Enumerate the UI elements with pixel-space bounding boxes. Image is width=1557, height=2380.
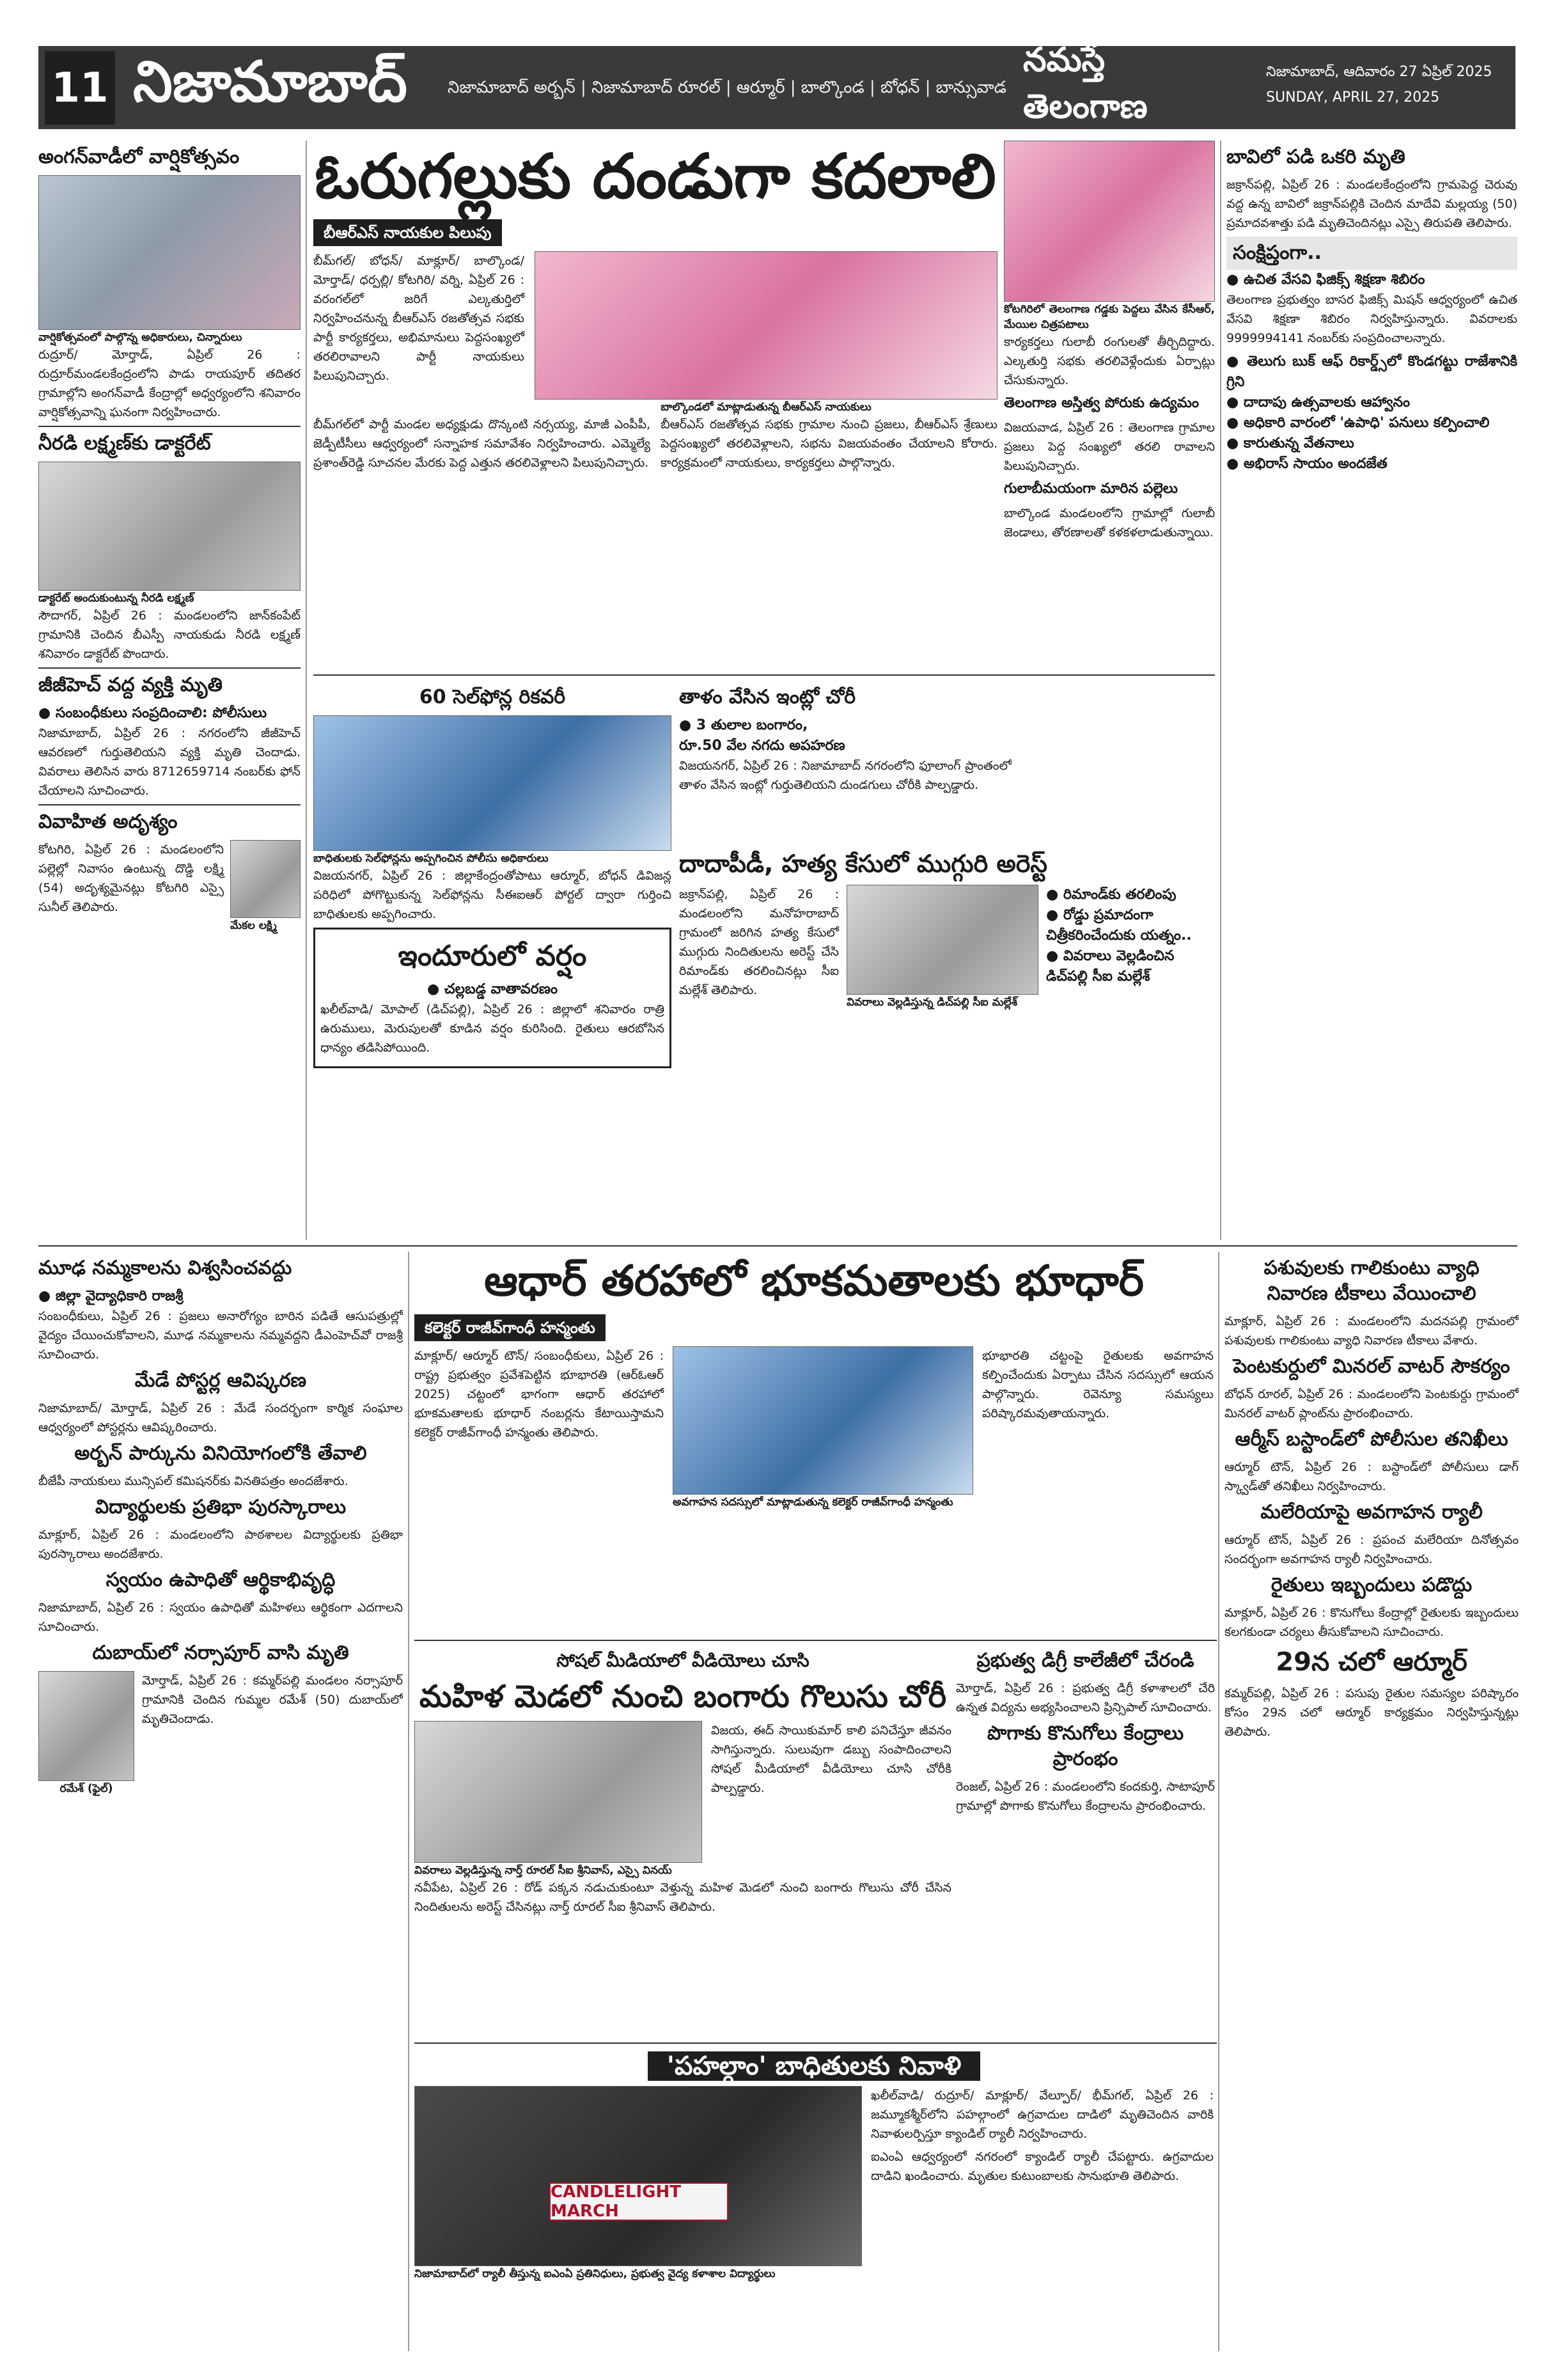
left-column — [38, 141, 301, 1240]
bullet-murder-4-text: వివరాలు వెల్లడించిన — [1063, 948, 1175, 964]
headline-telangana: తెలంగాణ అస్తిత్వ పోరుకు ఉద్యమం — [1004, 395, 1199, 411]
chain-kicker: సోషల్ మీడియాలో వీడియోలు చూసి — [556, 1650, 810, 1671]
headline-murder: దాదాపీడీ, హత్య కేసులో ముగ్గురి అరెస్ట్ — [679, 850, 1047, 878]
bullet-theft-2-text: రూ.50 వేల నగదు అపహరణ — [679, 738, 845, 754]
headline-theft: తాళం వేసిన ఇంట్లో చోరీ — [679, 686, 856, 708]
lead-body — [313, 251, 998, 415]
theft-story — [679, 681, 1012, 841]
bullet-rain: ● చల్లబడ్డ వాతావరణం — [426, 981, 558, 997]
article-mayday: నిజామాబాద్/ మోర్తాడ్, ఏప్రిల్ 26 : మేడే సందర్భంగా కార్మిక సంఘాల ఆధ్వర్యంలో పోస్టర్లను ఆవిష్కరించారు. — [38, 1401, 403, 1435]
pahalgam-paragraph-1: ఖలీల్‌వాడి/ రుద్రూర్/ మాక్లూర్/ వేల్పూర్/ భీమ్‌గల్, ఏప్రిల్ 26 : జమ్మూకశ్మీర్‌లోని పహల్గాంలో ఉగ్రవాదుల దాడిలో మృతిచెందిన వారికి నివాళులర్పిస్తూ క్యాండిల్ ర్యాలీ నిర్వహించారు. — [871, 2088, 1214, 2141]
bhudhar-paragraph-2: భూభారతి చట్టంపై రైతులకు అవగాహన కల్పించేందుకు ఏర్పాటు చేసిన సదస్సులో ఆయన పాల్గొన్నారు. రెవెన్యూ సమస్యలు పరిష్కారమవుతాయన్నారు. — [982, 1349, 1214, 1420]
divider — [38, 667, 301, 669]
chain-story — [414, 1644, 951, 2037]
column-divider — [306, 141, 307, 1240]
dateline — [1266, 64, 1509, 121]
caption-police-briefing: వివరాలు వెల్లడిస్తున్న నార్త్ రూరల్ సీఐ శ్రీనివాస్, ఎస్సై వినయ్ — [414, 1864, 672, 1877]
missing-block — [38, 840, 301, 933]
bhudhar-paragraph-1: మాక్లూర్/ ఆర్మూర్ టౌన్/ సంబంధీకులు, ఏప్రిల్ 26 : రాష్ట్ర ప్రభుత్వం ప్రవేశపెట్టిన భూభారతి (ఆర్‌ఓఆర్ 2025) చట్టంలో భాగంగా ఆధార్ తరహాలో భూకమతాలకు భూధార్ నంబర్లను కేటాయిస్తామని కలెక్టర్ రాజీవ్‌గాంధీ హన్మంతు తెలిపారు. — [414, 1349, 664, 1440]
lead-paragraph-2: బీమ్‌గల్‌లో పార్టీ మండల అధ్యక్షుడు దొన్కంటి నర్సయ్య, మాజీ ఎంపీపీ, జెడ్పీటీసీలు ఆధ్వర్యంలో సన్నాహక సమావేశం నిర్వహించారు. ఎమ్మెల్యే ప్రశాంత్‌రెడ్డి సూచనల మేరకు పెద్ద ఎత్తున తరలివెళ్లాలని పిలుపునిచ్చారు. — [313, 417, 650, 470]
caption-cellphones: బాధితులకు సెల్‌ఫోన్లను అప్పగించిన పోలీసు అధికారులు — [313, 852, 549, 865]
bhudhar-photo-wrap — [673, 1346, 973, 1510]
chain-paragraph-2: నవీపేట, ఏప్రిల్ 26 : రోడ్ పక్కన నడుచుకుంటూ వెళ్తున్న మహిళ మెడలో నుంచి బంగారు గొలుసు చోరీ చేసిన నిందితులను అరెస్ట్ చేసినట్లు నార్త్ రూరల్ సీఐ శ్రీనివాస్ తెలిపారు. — [414, 1881, 951, 1914]
caption-ramesh: రమేశ్ (ఫైల్) — [59, 1782, 113, 1795]
brief-3-text: దాదాపు ఉత్సవాలకు ఆహ్వానం — [1243, 394, 1411, 410]
bullet-murder-5-text: డిచ్‌పల్లి సీఐ మల్లేశ్ — [1046, 968, 1150, 984]
lower-right-column — [1224, 1252, 1519, 2351]
murder-bullets — [1046, 885, 1216, 1010]
lead-kicker: బీఆర్ఎస్ నాయకుల పిలుపు — [313, 219, 502, 246]
bullet-murder-1: ● రిమాండ్‌కు తరలింపు — [1046, 887, 1177, 903]
headline-merit-awards: విద్యార్థులకు ప్రతిభా పురస్కారాలు — [95, 1496, 347, 1518]
bhudhar-headline: ఆధార్ తరహాలో భూకమతాలకు భూధార్ — [484, 1256, 1144, 1305]
article-dubai: మోర్తాడ్, ఏప్రిల్ 26 : కమ్మర్‌పల్లి మండలం నర్సాపూర్ గ్రామానికి చెందిన గుమ్మల రమేశ్ (50) దుబాయ్‌లో మృతిచెందాడు. — [142, 1674, 403, 1726]
chain-photo-wrap — [414, 1721, 702, 1878]
headline-doctorate: నీరడి లక్ష్మణ్‌కు డాక్టరేట్ — [38, 432, 211, 455]
murder-story — [679, 844, 1216, 1237]
caption-brs-meeting: బాల్కొండలో మాట్లాడుతున్న బీఆర్ఎస్ నాయకులు — [661, 401, 872, 414]
caption-missing: మేకల లక్ష్మి — [230, 919, 277, 932]
edition-title: నిజామాబాద్ — [133, 48, 407, 114]
murder-photo-wrap — [847, 885, 1038, 1010]
headline-pink-villages: గులాబీమయంగా మారిన పల్లెలు — [1004, 481, 1178, 497]
headline-anganwadi: అంగన్‌వాడీలో వార్షికోత్సవం — [38, 146, 240, 168]
brief-6-title: ● అభిరాస్ సాయం అందజేత — [1226, 456, 1388, 472]
bullet-murder-2-text: రోడ్డు ప్రమాదంగా — [1063, 907, 1154, 923]
headline-farmers: రైతులు ఇబ్బందులు పడొద్దు — [1271, 1574, 1473, 1596]
edition-subregions: నిజామాబాద్ అర్బన్ | నిజామాబాద్ రూరల్ | ఆర్మూర్ | బాల్కొండ | బోధన్ | బాన్సువాడ — [448, 78, 1006, 97]
brief-2-text: తెలుగు బుక్ ఆఫ్ రికార్డ్స్‌లో కొండగట్టు రాజేశానికి గ్రిని — [1226, 354, 1517, 390]
bullet-murder-1-text: రిమాండ్‌కు తరలింపు — [1063, 887, 1177, 903]
lead-paragraph-1: బీమ్‌గల్/ బోధన్/ మాక్లూర్/ బాల్కొండ/ మోర్తాడ్/ ధర్పల్లి/ కోటగిరి/ వర్ని, ఏప్రిల్ 26 : వరంగల్‌లో జరిగే ఎల్కతుర్తిలో నిర్వహించనున్న బీఆర్ఎస్ రజతోత్సవ సభకు పార్టీ కార్యకర్తలు, అభిమానులు పెద్దసంఖ్యలో తరలిరావాలని పార్టీ నాయకులు పిలుపునిచ్చారు. — [313, 254, 524, 383]
photo-kcr-cube — [1004, 141, 1215, 302]
lower-left-column — [38, 1252, 403, 2351]
chain-paragraph-1: విజయ, ఈద్ సాయికుమార్ కాలి పనిచేస్తూ జీవనం సాగిస్తున్నారు. సులువుగా డబ్బు సంపాదించాలని సోషల్ మీడియాలో వీడియోలు చూసి చోరీకి పాల్పడ్డారు. — [711, 1723, 951, 1795]
caption-kcr: కోటగిరిలో తెలంగాణ గడ్డకు పెద్దలు వేసిన కేసీఆర్, మేయిల చిత్రపటాలు — [1004, 303, 1215, 331]
photo-cellphones — [313, 715, 671, 851]
headline-superstition: మూఢ నమ్మకాలను విశ్వసించవద్దు — [38, 1257, 292, 1279]
section-divider — [414, 2042, 1217, 2044]
article-chalo-armoor: కమ్మర్‌పల్లి, ఏప్రిల్ 26 : పసుపు రైతుల సమస్యల పరిష్కారం కోసం 29న చలో ఆర్మూర్ కార్యక్రమం నిర్వహిస్తున్నట్లు తెలిపారు. — [1224, 1686, 1519, 1739]
pahalgam-header-wrap — [414, 2049, 1214, 2086]
article-theft: విజయనగర్, ఏప్రిల్ 26 : నిజామాబాద్ నగరంలోని ఫూలాంగ్ ప్రాంతంలో తాళం వేసిన ఇంట్లో గుర్తుతెలియని దుండగులు చోరీకి పాల్పడ్డారు. — [679, 759, 1012, 792]
photo-ramesh — [38, 1671, 134, 1781]
photo-doctorate — [38, 462, 301, 591]
page-number: 11 — [45, 51, 115, 125]
headline-cattle-2: నివారణ టీకాలు వేయించాలి — [1267, 1282, 1476, 1305]
article-well-death: జక్రాన్‌పల్లి, ఏప్రిల్ 26 : మండలకేంద్రంలోని గ్రామపెద్ద చెరువు వద్ద ఉన్న బావిలో జక్రాన్‌పల్లికి చెందిన మాదేవి మల్లయ్య (50) ప్రమాదవశాత్తు పడి మృతిచెందినట్లు ఎస్సై తిరుపతి తెలిపారు. — [1226, 178, 1517, 230]
dubai-photo-wrap — [38, 1671, 134, 1796]
article-superstition: సంబంధీకులు, ఏప్రిల్ 26 : ప్రజలు అనారోగ్యం బారిన పడితే ఆసుపత్రుల్లో వైద్యం చేయించుకోవాలని, మూఢ నమ్మకాలను నమ్మవద్దని డీఎంహెచ్‌వో రాజశ్రీ సూచించారు. — [38, 1309, 403, 1362]
headline-ggh-death: జీజీహెచ్ వద్ద వ్యక్తి మృతి — [38, 674, 223, 696]
photo-police-briefing — [414, 1721, 702, 1863]
caption-doctorate: డాక్టరేట్ అందుకుంటున్న నీరడి లక్ష్మణ్ — [38, 592, 194, 605]
bullet-murder-3-text: చిత్రీకరించేందుకు యత్నం.. — [1046, 928, 1192, 944]
headline-dubai-death: దుబాయ్‌లో నర్సాపూర్ వాసి మృతి — [92, 1642, 349, 1664]
article-malaria: ఆర్మూర్ టౌన్, ఏప్రిల్ 26 : ప్రపంచ మలేరియా దినోత్సవం సందర్భంగా అవగాహన ర్యాలీ నిర్వహించారు. — [1224, 1533, 1519, 1566]
caption-murder: వివరాలు వెల్లడిస్తున్న డిచ్‌పల్లి సీఐ మల్లేశ్ — [847, 996, 1017, 1009]
headline-urban-park: అర్బన్ పార్కును వినియోగంలోకి తేవాలి — [74, 1442, 367, 1465]
article-merit-awards: మాక్లూర్, ఏప్రిల్ 26 : మండలంలోని పాఠశాలల విద్యార్థులకు ప్రతిభా పురస్కారాలు అందజేశారు. — [38, 1528, 403, 1561]
pahalgam-text — [871, 2086, 1214, 2282]
date-english: SUNDAY, APRIL 27, 2025 — [1266, 89, 1440, 105]
article-farmers: మాక్లూర్, ఏప్రిల్ 26 : కొనుగోలు కేంద్రాల్లో రైతులకు ఇబ్బందులు కలగకుండా చర్యలు తీసుకోవాలని సూచించారు. — [1224, 1606, 1519, 1639]
chain-body — [414, 1721, 951, 1878]
pahalgam-paragraph-2: ఐఎంఏ ఆధ్వర్యంలో నగరంలో క్యాండిల్ ర్యాలీ చేపట్టారు. ఉగ్రవాదుల దాడిని ఖండించారు. మృతుల కుటుంబాలకు సానుభూతి తెలిపారు. — [871, 2150, 1214, 2183]
article-kcr: కార్యకర్తలు గులాబీ రంగులతో తీర్చిదిద్దారు. ఎల్కతుర్తి సభకు తరలివెళ్లేందుకు ఏర్పాట్లు చేసుకున్నారు. — [1004, 335, 1215, 387]
article-self-employment: నిజామాబాద్, ఏప్రిల్ 26 : స్వయం ఉపాధితో మహిళలు ఆర్థికంగా ఎదగాలని సూచించారు. — [38, 1601, 403, 1634]
pahalgam-body — [414, 2086, 1214, 2282]
caption-collector: అవగాహన సదస్సులో మాట్లాడుతున్న కలెక్టర్ రాజీవ్‌గాంధీ హన్మంతు — [673, 1496, 953, 1509]
section-divider — [414, 1640, 1217, 1641]
article-missing: కోటగిరి, ఏప్రిల్ 26 : మండలంలోని పల్లెల్లో నివాసం ఉంటున్న దొడ్డి లక్ష్మి (54) అదృశ్యమైనట్లు కోటగిరి ఎస్సై సునీల్ తెలిపారు. — [38, 843, 224, 914]
photo-collector — [673, 1346, 973, 1495]
headline-tobacco-2: ప్రారంభం — [1052, 1748, 1118, 1770]
article-ggh: నిజామాబాద్, ఏప్రిల్ 26 : నగరంలోని జీజీహెచ్ ఆవరణలో గుర్తుతెలియని వ్యక్తి మృతి చెందాడు. వివరాలు తెలిసిన వారు 8712659714 నంబర్‌కు ఫోన్ చేయాలని సూచించారు. — [38, 726, 301, 798]
headline-mineral-water: పెంటకుర్దులో మినరల్ వాటర్ సౌకర్యం — [1233, 1355, 1510, 1378]
article-bus-check: ఆర్మూర్ టౌన్, ఏప్రిల్ 26 : బస్టాండ్‌లో పోలీసులు డాగ్ స్క్వాడ్‌తో తనిఖీలు నిర్వహించారు. — [1224, 1460, 1519, 1493]
column-divider — [1218, 1252, 1219, 2351]
article-anganwadi: రుద్రూర్/ మోర్తాడ్, ఏప్రిల్ 26 : రుద్రూర్‌మండలకేంద్రంలోని పాడు రాయపూర్ తదితర గ్రామాల్లోని అంగన్‌వాడీ కేంద్రాల్లో అధ్వర్యంలోని శనివారం వార్షికోత్సవాన్ని ఘనంగా నిర్వహించారు. — [38, 348, 301, 419]
brief-4-text: అధికారి వారంలో 'ఉపాధి' పనులు కల్పించాలి — [1243, 415, 1490, 431]
headline-briefs: సంక్షిప్తంగా.. — [1233, 242, 1322, 264]
bhudhar-kicker: కలెక్టర్ రాజీవ్‌గాంధీ హన్మంతు — [414, 1314, 606, 1341]
bullet-superstition: ● జిల్లా వైద్యాధికారి రాజశ్రీ — [38, 1288, 184, 1304]
bhudhar-body — [414, 1346, 1214, 1510]
headline-cattle: పశువులకు గాలికుంటు వ్యాధి — [1264, 1257, 1480, 1279]
bullet-ggh-text: సంబంధీకులు సంప్రదించాలి: పోలీసులు — [55, 705, 267, 721]
lead-photo-wrap — [535, 251, 998, 415]
candlelight-march-banner: CANDLELIGHT MARCH — [549, 2182, 728, 2221]
bullet-murder-4: ● వివరాలు వెల్లడించిన — [1046, 948, 1175, 964]
bullet-murder-5 — [1046, 967, 1216, 987]
caption-anganwadi: వార్షికోత్సవంలో పాల్గొన్న అధికారులు, చిన్నారులు — [38, 331, 242, 344]
newspaper-brand: నమస్తే తెలంగాణ — [1023, 41, 1148, 126]
headline-degree-college: ప్రభుత్వ డిగ్రీ కాలేజీలో చేరండి — [976, 1649, 1194, 1672]
headline-rain: ఇందూరులో వర్షం — [398, 940, 587, 972]
kcr-story — [1004, 141, 1215, 668]
dubai-block — [38, 1671, 403, 1796]
bhudhar-story — [414, 1252, 1214, 1635]
bullet-murder-2: ● రోడ్డు ప్రమాదంగా — [1046, 907, 1154, 923]
headline-mayday: మేడే పోస్టర్ల ఆవిష్కరణ — [134, 1369, 307, 1392]
article-pink-villages: బాల్కొండ మండలంలోని గ్రామాల్లో గులాబీ జెండాలు, తోరణాలతో కళకళలాడుతున్నాయి. — [1004, 506, 1215, 540]
headline-tobacco: పొగాకు కొనుగోలు కేంద్రాలు — [987, 1722, 1184, 1745]
article-mineral-water: బోధన్ రూరల్, ఏప్రిల్ 26 : మండలంలోని పెంటకుర్దు గ్రామంలో మినరల్ వాటర్ ప్లాంట్‌ను ప్రారంభించారు. — [1224, 1387, 1519, 1420]
bullet-ggh: ● సంబంధీకులు సంప్రదించాలి: పోలీసులు — [38, 705, 267, 721]
article-degree-college: మోర్తాడ్, ఏప్రిల్ 26 : ప్రభుత్వ డిగ్రీ కళాశాలలో చేరి ఉన్నత విద్యను అభ్యసించాలని ప్రిన్సిపాల్ సూచించారు. — [956, 1681, 1215, 1715]
pahalgam-headline: 'పహల్గాం' బాధితులకు నివాళి — [648, 2051, 980, 2081]
divider — [38, 804, 301, 805]
brief-5-text: కారుతున్న వేతనాలు — [1243, 435, 1354, 451]
headline-malaria: మలేరియాపై అవగాహన ర్యాలీ — [1260, 1501, 1483, 1523]
photo-missing-woman — [230, 840, 301, 918]
murder-text-col — [679, 885, 839, 1010]
bullet-murder-3 — [1046, 926, 1216, 946]
article-cellphones: విజయనగర్, ఏప్రిల్ 26 : జిల్లాకేంద్రంతోపాటు ఆర్మూర్, బోధన్ డివిజన్ల పరిధిలో పోగొట్టుకున్న సెల్‌ఫోన్లను సీఈఐఆర్ పోర్టల్ ద్వారా గుర్తించి బాధితులకు అప్పగించారు. — [313, 869, 671, 921]
lead-paragraph-3: బీఆర్ఎస్ రజతోత్సవ సభకు గ్రామాల నుంచి ప్రజలు, బీఆర్ఎస్ శ్రేణులు పెద్దసంఖ్యలో తరలివెళ్లాలని, సభను విజయవంతం చేయాలని కోరారు. కార్యక్రమంలో నాయకులు, కార్యకర్తలు పాల్గొన్నారు. — [661, 417, 998, 470]
briefs-header-bar — [1226, 237, 1517, 270]
section-divider — [38, 1245, 1517, 1247]
article-cattle: మాక్లూర్, ఏప్రిల్ 26 : మండలంలోని మదనపల్లి గ్రామంలో పశువులకు గాలికుంటు వ్యాధి నివారణ టీకాలు వేశారు. — [1224, 1314, 1519, 1348]
murder-body — [679, 885, 1216, 1010]
right-column — [1226, 141, 1517, 1240]
photo-anganwadi — [38, 175, 301, 330]
lead-body-2 — [313, 415, 998, 476]
photo-murder-accused — [847, 885, 1038, 995]
brief-1-body: తెలంగాణ ప్రభుత్వం బాసర ఫిజిక్స్ మిషన్ ఆధ్వర్యంలో ఉచిత వేసవి శిక్షణా శిబిరం నిర్వహిస్తున్నారు. వివరాలకు 9999994141 నంబర్‌కు సంప్రదించాలన్నారు. — [1226, 293, 1517, 345]
photo-brs-meeting — [535, 251, 998, 400]
rain-box — [313, 928, 671, 1068]
headline-bus-check: ఆర్మీస్ బస్టాండ్‌లో పోలీసుల తనిఖీలు — [1235, 1428, 1508, 1451]
bullet-theft-2 — [679, 736, 1012, 756]
lead-story — [313, 137, 998, 668]
college-story — [956, 1644, 1215, 2037]
article-telangana: విజయవాడ, ఏప్రిల్ 26 : తెలంగాణ గ్రామాల ప్రజలు పెద్ద సంఖ్యలో తరలి రావాలని పిలుపునిచ్చారు. — [1004, 421, 1215, 473]
article-rain: ఖలీల్‌వాడి/ మోపాల్ (డిచ్‌పల్లి), ఏప్రిల్ 26 : జిల్లాలో శనివారం రాత్రి ఉరుములు, మెరుపులతో కూడిన వర్షం కురిసింది. రైతులు ఆరబోసిన ధాన్యం తడిసిపోయింది. — [320, 1002, 664, 1055]
article-doctorate: సౌదాగర్, ఏప్రిల్ 26 : మండలంలోని జాన్‌కంపేట్ గ్రామానికి చెందిన బీఎస్పీ నాయకుడు నీరడి లక్ష్మణ్ శనివారం డాక్టరేట్ పొందారు. — [38, 609, 301, 661]
bullet-theft-1-text: 3 తులాల బంగారం, — [696, 717, 808, 733]
lead-headline: ఓరుగల్లుకు దండుగా కదలాలి — [315, 141, 996, 212]
column-divider — [1220, 141, 1221, 1240]
brief-2-title: ● తెలుగు బుక్ ఆఫ్ రికార్డ్స్‌లో కొండగట్టు రాజేశానికి గ్రిని — [1226, 354, 1517, 390]
headline-chalo-armoor: 29న చలో ఆర్మూర్ — [1276, 1647, 1467, 1677]
column-divider — [408, 1252, 409, 2351]
caption-candle-march: నిజామాబాద్‌లో ర్యాలీ తీస్తున్న ఐఎంఏ ప్రతినిధులు, ప్రభుత్వ వైద్య కళాశాల విద్యార్థులు — [414, 2267, 776, 2280]
cellphone-story — [313, 681, 671, 1237]
brief-1-text: ఉచిత వేసవి ఫిజిక్స్ శిక్షణా శిబిరం — [1243, 272, 1425, 288]
brief-4-title: ● అధికారి వారంలో 'ఉపాధి' పనులు కల్పించాలి — [1226, 415, 1490, 431]
date-telugu: నిజామాబాద్, ఆదివారం 27 ఏప్రిల్ 2025 — [1266, 64, 1492, 80]
missing-photo-wrap — [230, 840, 301, 933]
brief-3-title: ● దాదాపు ఉత్సవాలకు ఆహ్వానం — [1226, 394, 1411, 410]
bullet-rain-text: చల్లబడ్డ వాతావరణం — [444, 981, 558, 997]
headline-cellphones: 60 సెల్‌ఫోన్ల రికవరీ — [419, 686, 566, 708]
photo-candle-march — [414, 2086, 862, 2266]
headline-self-employment: స్వయం ఉపాధితో ఆర్థికాభివృద్ధి — [106, 1569, 336, 1591]
pahalgam-story — [414, 2049, 1214, 2362]
bullet-theft-1: ● 3 తులాల బంగారం, — [679, 717, 808, 733]
brief-5-title: ● కారుతున్న వేతనాలు — [1226, 435, 1354, 451]
chain-headline: మహిళ మెడలో నుంచి బంగారు గొలుసు చోరీ — [419, 1679, 947, 1715]
bullet-superstition-text: జిల్లా వైద్యాధికారి రాజశ్రీ — [55, 1288, 184, 1304]
headline-well-death: బావిలో పడి ఒకరి మృతి — [1226, 146, 1405, 168]
brief-1-title: ● ఉచిత వేసవి ఫిజిక్స్ శిక్షణా శిబిరం — [1226, 272, 1425, 288]
article-tobacco: రెంజల్, ఏప్రిల్ 26 : మండలంలోని కందకుర్తి, సాటాపూర్ గ్రామాల్లో పొగాకు కొనుగోలు కేంద్రాలను ప్రారంభించారు. — [956, 1780, 1215, 1813]
pahalgam-photo-wrap — [414, 2086, 862, 2282]
article-urban-park: బీజేపీ నాయకులు మున్సిపల్ కమిషనర్‌కు వినతిపత్రం అందజేశారు. — [38, 1474, 348, 1488]
article-murder: జక్రాన్‌పల్లి, ఏప్రిల్ 26 : మండలంలోని మనోహరాబాద్ గ్రామంలో జరిగిన హత్య కేసులో ముగ్గురు నిందితులను అరెస్ట్ చేసి రిమాండ్‌కు తరలించినట్లు సీఐ మల్లేశ్ తెలిపారు. — [679, 887, 839, 997]
headline-missing: వివాహిత అదృశ్యం — [38, 811, 178, 833]
brief-6-text: అభిరాస్ సాయం అందజేత — [1243, 456, 1388, 472]
section-divider — [313, 674, 1215, 676]
lead-col-1 — [313, 251, 524, 415]
divider — [38, 426, 301, 427]
